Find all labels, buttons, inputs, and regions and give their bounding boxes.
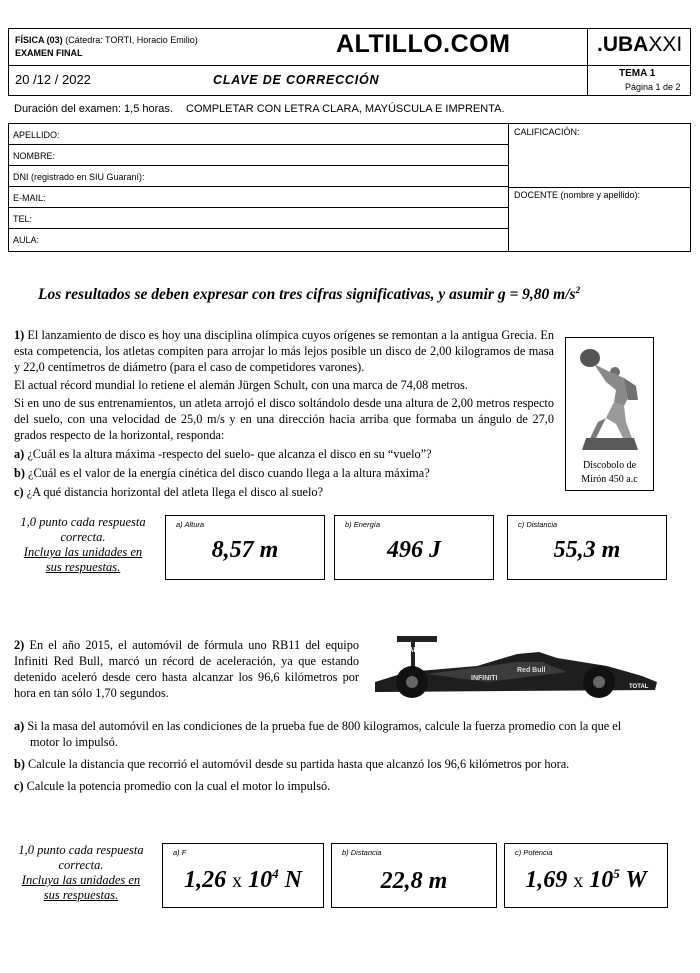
answer-label: b) Distancia	[342, 848, 382, 857]
q1-item-c: c) ¿A qué distancia horizontal del atleta llega el disco al suelo?	[14, 485, 324, 499]
q2-number: 2)	[14, 638, 25, 652]
question-2-items	[14, 718, 644, 794]
q1-intro-paragraph	[14, 327, 554, 375]
docente-field[interactable]: DOCENTE (nombre y apellido):	[514, 190, 641, 200]
answer-value: 496 J	[387, 537, 441, 563]
answer-value: 22,8 m	[380, 868, 448, 894]
student-form	[8, 123, 691, 252]
calificacion-field[interactable]: CALIFICACIÓN:	[514, 127, 580, 137]
answer-box-distancia	[507, 515, 667, 580]
car-livery-redbull: Red Bull	[517, 667, 546, 674]
course-name: FÍSICA (03)	[15, 35, 63, 45]
discobolus-statue-image	[566, 338, 653, 458]
scoring-note-1: 1,0 punto cada respuesta correcta. Incluya las unidades en sus respuestas.	[20, 515, 146, 574]
page-number: Página 1 de 2	[625, 82, 681, 92]
q2-item-c: c) Calcule la potencia promedio con la cual el motor lo impulsó.	[14, 779, 331, 793]
q2-item-a: a) Si la masa del automóvil en las condiciones de la prueba fue de 800 kilogramos, calcule la fuerza promedio con la que el motor lo impulsó.	[14, 719, 622, 749]
form-field-apellido[interactable]: APELLIDO:	[9, 124, 508, 145]
answer-value-fuerza: 1,26 x $10^4$ N	[184, 866, 302, 893]
answer-label: c) Potencia	[515, 848, 553, 857]
form-field-email[interactable]: E-MAIL:	[9, 187, 508, 208]
answer-label: a) F	[173, 848, 187, 857]
exam-date: 20 /12 / 2022	[15, 72, 91, 87]
uba-xxi-logo	[597, 33, 682, 57]
xxi-logo-text: XXI	[648, 33, 683, 56]
exam-type: EXAMEN FINAL	[15, 48, 83, 58]
answer-box-energia	[334, 515, 494, 580]
q2-intro: En el año 2015, el automóvil de fórmula uno RB11 del equipo Infiniti Red Bull, marcó un récord de aceleración, ya que estando detenido aceleró desde cero hasta alcanzar los 96,6 kilómetros por hora en tan sólo 1,70 segundos.	[14, 638, 359, 700]
q2-item-b: b) Calcule la distancia que recorrió el automóvil desde su partida hasta que alcanzó los 96,6 kilómetros por hora.	[14, 757, 570, 771]
car-livery-total-front: TOTAL	[629, 684, 649, 690]
q1-scenario: Si en uno de sus entrenamientos, un atleta arrojó el disco soltándolo desde una altura de 2,00 metros respecto del suelo, con una velocidad de 25,0 m/s y en una dirección hacia arriba que formaba un ángulo de 27,0 grados respecto de la horizontal, responda:	[14, 396, 554, 442]
altillo-logo: ALTILLO.COM	[336, 30, 511, 58]
scoring-note-2: 1,0 punto cada respuesta correcta. Incluya las unidades en sus respuestas.	[18, 843, 144, 902]
q1-item-a: a) ¿Cuál es la altura máxima -respecto del suelo- que alcanza el disco en su “vuelo”?	[14, 447, 432, 461]
rule-superscript: 2	[575, 285, 581, 295]
form-field-tel[interactable]: TEL:	[9, 208, 508, 229]
uba-logo-text: .UBA	[597, 33, 649, 56]
instructions-line	[14, 103, 505, 115]
question-1	[14, 327, 554, 500]
tema-label: TEMA 1	[619, 68, 656, 79]
q1-intro: El lanzamiento de disco es hoy una disciplina olímpica cuyos orígenes se remontan a la antigua Grecia. En esta competencia, los atletas compiten para arrojar lo más lejos posible un disco de 2,00 kilogramos de masa y 22,0 centímetros de diámetro (para el caso de competidores varones).	[14, 328, 555, 374]
form-field-dni[interactable]: DNI (registrado en SIU Guaraní):	[9, 166, 508, 187]
question-2-intro	[14, 637, 359, 701]
q1-number: 1)	[14, 328, 25, 342]
fill-instructions: COMPLETAR CON LETRA CLARA, MAYÚSCULA E IMPRENTA.	[186, 103, 505, 115]
significant-figures-rule	[38, 285, 580, 304]
discobolus-caption: Discobolo de Mirón 450 a.c	[581, 460, 638, 485]
car-livery-total-rear: TOTAL	[395, 647, 418, 654]
exam-header	[8, 28, 691, 96]
answer-label: c) Distancia	[518, 520, 558, 529]
form-field-aula[interactable]: AULA:	[13, 235, 40, 245]
answer-value-potencia: 1,69 x $10^5$ W	[525, 866, 647, 893]
answer-box-altura	[165, 515, 325, 580]
catedra: (Cátedra: TORTI, Horacio Emilio)	[65, 35, 198, 45]
duration-text: Duración del examen: 1,5 horas.	[14, 103, 173, 115]
answer-label: a) Altura	[176, 520, 205, 529]
answer-label: b) Energía	[345, 520, 381, 529]
answer-box-fuerza	[162, 843, 324, 908]
q1-item-b: b) ¿Cuál es el valor de la energía cinética del disco cuando llega a la altura máxima?	[14, 466, 430, 480]
answer-key-label: CLAVE DE CORRECCIÓN	[213, 73, 380, 87]
rule-text: Los resultados se deben expresar con tres cifras significativas, y asumir g = 9,80 m/s	[38, 286, 576, 304]
answer-value: 55,3 m	[553, 537, 621, 563]
f1-car-image	[367, 632, 660, 700]
car-livery-infiniti: INFINITI	[471, 675, 498, 682]
answer-value: 8,57 m	[211, 537, 279, 563]
form-field-nombre[interactable]: NOMBRE:	[9, 145, 508, 166]
q1-record: El actual récord mundial lo retiene el alemán Jürgen Schult, con una marca de 74,08 metros.	[14, 378, 468, 392]
answer-box-distancia-2	[331, 843, 497, 908]
course-title	[15, 35, 198, 45]
discobolus-image-frame	[565, 337, 654, 491]
answer-box-potencia	[504, 843, 668, 908]
